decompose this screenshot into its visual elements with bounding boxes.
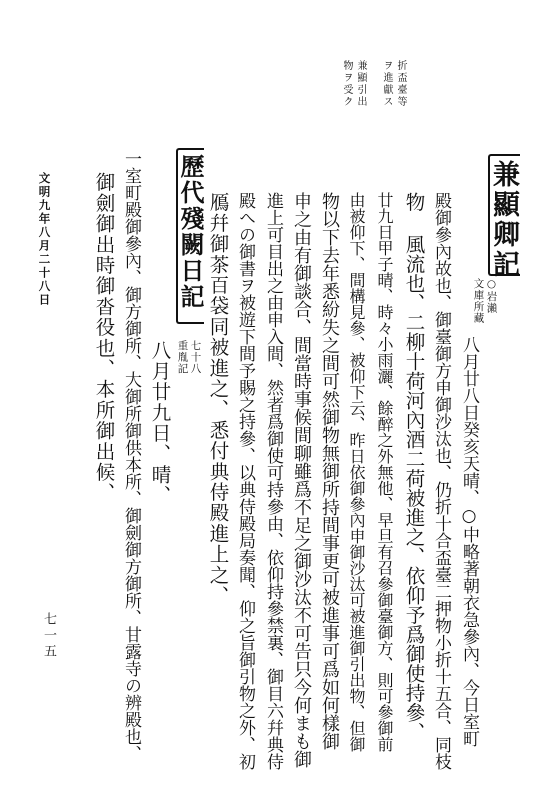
section2-source-1: 七十八 [189,340,202,375]
header-note-right-1: 折盃臺等 [395,60,406,108]
section2-title: 歷代殘闕日記 [176,154,205,310]
section1-line-7: 申之由有御談合、間當時事候間聊雖爲不足之御沙汰不可告只今何まも御 [291,192,312,768]
header-note-right-2: ヲ進獻ス [381,60,392,108]
section1-line-10: 鴈幷御茶百袋同被進之、悉付典侍殿進上之、 [206,192,230,606]
section1-line-6: 物以下去年悉紛失之間可然御物無御所持間事更可被進事可爲如何樣御 [319,192,340,750]
margin-date: 文明九年八月二十八日 [37,172,52,307]
section1-line-4: 廿九日甲子晴、時々小雨灑、餘醉之外無他、早旦有召參御臺御方、則可參御前 [375,192,394,752]
section1-line-2: 殿御參內故也、御臺御方申御沙汰也、仍折十合盃臺二押物小折十五合、同枝 [431,192,451,770]
section1-line-5: 由被仰下、間構見參、被仰下云、昨日依御參內申御沙汰可被進御引出物、但御 [347,192,366,752]
section1-line-3: 物 風流也、二柳十荷河內酒二荷被進之、依仰予爲御使持參、 [402,192,426,742]
section1-source-2: 文庫所藏 [472,278,485,324]
section1-line-8: 進上可目出之由申入間、然者爲御使可持參由、依仰持參禁裏、御目六幷典侍 [263,192,283,770]
section2-line-2-visible: 一室町殿御參內、御方御所、大御所御供本所、御劍御方御所、甘露寺の辨殿也、 [121,150,141,762]
section1-line-9: 殿への御書ヲ被遊下間予賜之持參、以典侍殿局奏聞、仰之旨御引物之外、初 [235,192,255,770]
section1-line-1: 八月廿八日癸亥天晴、○中略著朝衣急參內、今日室町 [459,336,479,747]
section2-line-3: 御劍御出時御沓役也、本所御出候、 [92,172,116,504]
section1-title: 兼顯卿記 [488,160,519,280]
header-note-left-2: 物ヲ受ク [341,60,352,108]
header-note-left-1: 兼顯引出 [355,60,366,108]
page-number: 七一五 [41,612,56,660]
section2-source-2: 重胤記 [176,340,189,375]
section2-line-1: 八月廿九日、晴、 [148,340,172,506]
section1-source-1: ○岩瀨 [485,278,498,314]
